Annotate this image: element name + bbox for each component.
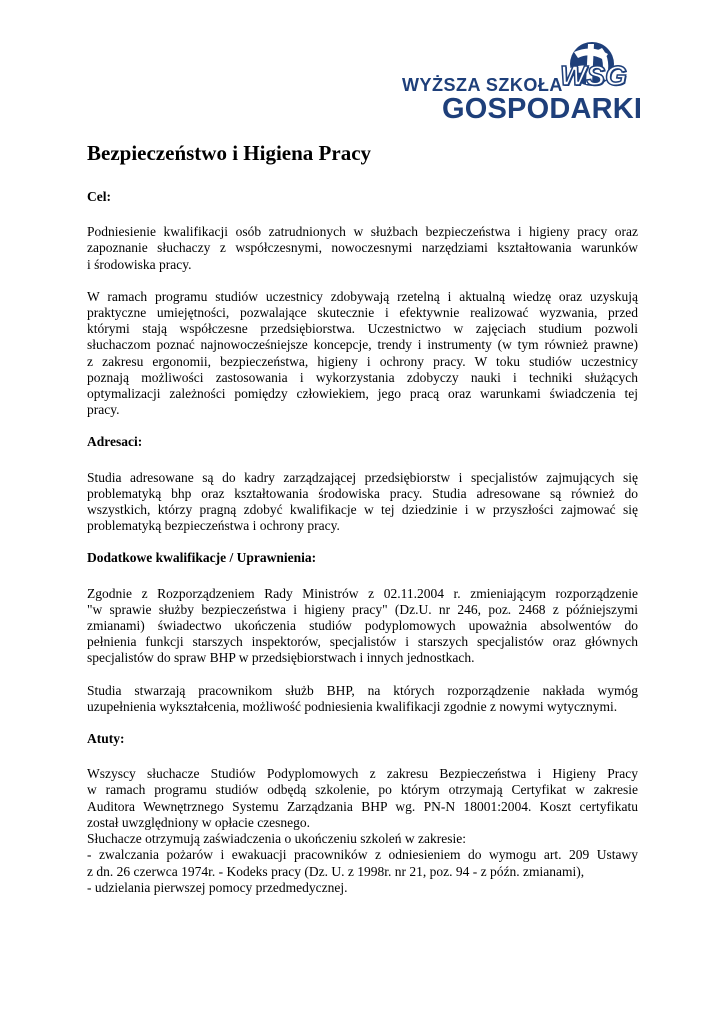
wsg-logo: [402, 40, 642, 126]
text-line: "w sprawie służby bezpieczeństwa i higieny pracy" (Dz.U. nr 246, poz. 2468 z późniejszymi: [87, 601, 638, 617]
text-line: Zgodnie z Rozporządzeniem Rady Ministrów z 02.11.2004 r. zmieniającym rozporządzenie: [87, 585, 638, 601]
logo-text-line2: GOSPODARKI: [442, 93, 643, 125]
text-line: Podniesienie kwalifikacji osób zatrudnionych w służbach bezpieczeństwa i higieny pracy oraz: [87, 224, 638, 240]
text-line: Studia stwarzają pracownikom służb BHP, na których rozporządzenie nakłada wymóg: [87, 682, 638, 698]
text-line: - zwalczania pożarów i ewakuacji pracowników z odniesieniem do wymogu art. 209 Ustawy: [87, 847, 638, 863]
logo-text-line1: WYŻSZA SZKOŁA: [402, 75, 563, 95]
text-line: praktyczne umiejętności, pozwalające skutecznie i efektywnie realizować wyzwania, przed: [87, 305, 638, 321]
text-line: z zakresu ergonomii, bezpieczeństwa, higieny i ochrony pracy. W toku studiów uczestnicy: [87, 353, 638, 369]
paragraph-adresaci: [87, 470, 638, 535]
paragraph-cel-1: [87, 224, 638, 273]
text-line: w ramach programu studiów odbędą szkolenie, po którym otrzymają Certyfikat w zakresie: [87, 782, 638, 798]
paragraph-dodatkowe-2: [87, 683, 638, 715]
text-line: wszystkich, którzy pragną zdobyć kwalifikacje w tej dziedzinie i w przyszłości zajmować się: [87, 502, 638, 518]
text-line: Słuchacze otrzymują zaświadczenia o ukończeniu szkoleń w zakresie:: [87, 831, 466, 847]
text-line: pełnienia funkcji starszych inspektorów, specjalistów i starszych specjalistów oraz głównych: [87, 634, 638, 650]
logo-mark: WSG: [560, 60, 627, 91]
text-line: słuchaczom poznać najnowocześniejsze koncepcje, trendy i instrumenty (w tym również prawne): [87, 337, 638, 353]
text-line: poznają możliwości zastosowania i wykorzystania zdobyczy nauki i techniki służących: [87, 369, 638, 385]
text-line: problematyką bezpieczeństwa i ochrony pracy.: [87, 518, 340, 534]
text-line: W ramach programu studiów uczestnicy zdobywają rzetelną i aktualną wiedzę oraz uzyskują: [87, 288, 638, 304]
text-line: zapoznanie słuchaczy z współczesnymi, nowoczesnymi narzędziami kształtowania warunków: [87, 240, 638, 256]
text-line: Studia adresowane są do kadry zarządzającej przedsiębiorstw i specjalistów zajmujących się: [87, 469, 638, 485]
text-line: problematyką bhp oraz kształtowania środowiska pracy. Studia adresowane są również do: [87, 485, 638, 501]
paragraph-dodatkowe-1: [87, 586, 638, 667]
text-line: Auditora Wewnętrznego Systemu Zarządzania BHP wg. PN-N 18001:2004. Koszt certyfikatu: [87, 798, 638, 814]
section-heading-atuty: Atuty:: [87, 731, 125, 747]
text-line: optymalizacji zależności pomiędzy człowiekiem, jego pracą oraz warunkami świadczenia tej: [87, 386, 638, 402]
text-line: i środowiska pracy.: [87, 256, 192, 272]
text-line: specjalistów do spraw BHP w przedsiębiorstwach i innych jednostkach.: [87, 650, 475, 666]
text-line: z dn. 26 czerwca 1974r. - Kodeks pracy (Dz. U. z 1998r. nr 21, poz. 94 - z późn. zmianami),: [87, 863, 585, 879]
text-line: Wszyscy słuchacze Studiów Podyplomowych z zakresu Bezpieczeństwa i Higieny Pracy: [87, 766, 638, 782]
paragraph-cel-2: [87, 289, 638, 419]
text-line: uzupełnienia wykształcenia, możliwość podniesienia kwalifikacji zgodnie z nowymi wytycznymi.: [87, 698, 618, 714]
text-line: pracy.: [87, 402, 120, 418]
text-line: został uwzględniony w opłacie czesnego.: [87, 814, 311, 830]
paragraph-atuty-1: [87, 766, 638, 831]
text-line: - udzielania pierwszej pomocy przedmedycznej.: [87, 879, 348, 895]
section-heading-adresaci: Adresaci:: [87, 434, 143, 450]
section-heading-cel: Cel:: [87, 189, 111, 204]
document-body: [87, 189, 638, 896]
text-line: którymi stają współczesne przedsiębiorstwa. Uczestnictwo w zajęciach studium pozwoli: [87, 321, 638, 337]
section-heading-dodatkowe: Dodatkowe kwalifikacje / Uprawnienia:: [87, 550, 317, 566]
paragraph-atuty-2: [87, 831, 638, 896]
text-line: zmianami) świadectwo ukończenia studiów podyplomowych upoważnia absolwentów do: [87, 618, 638, 634]
page-title: Bezpieczeństwo i Higiena Pracy: [87, 141, 372, 165]
